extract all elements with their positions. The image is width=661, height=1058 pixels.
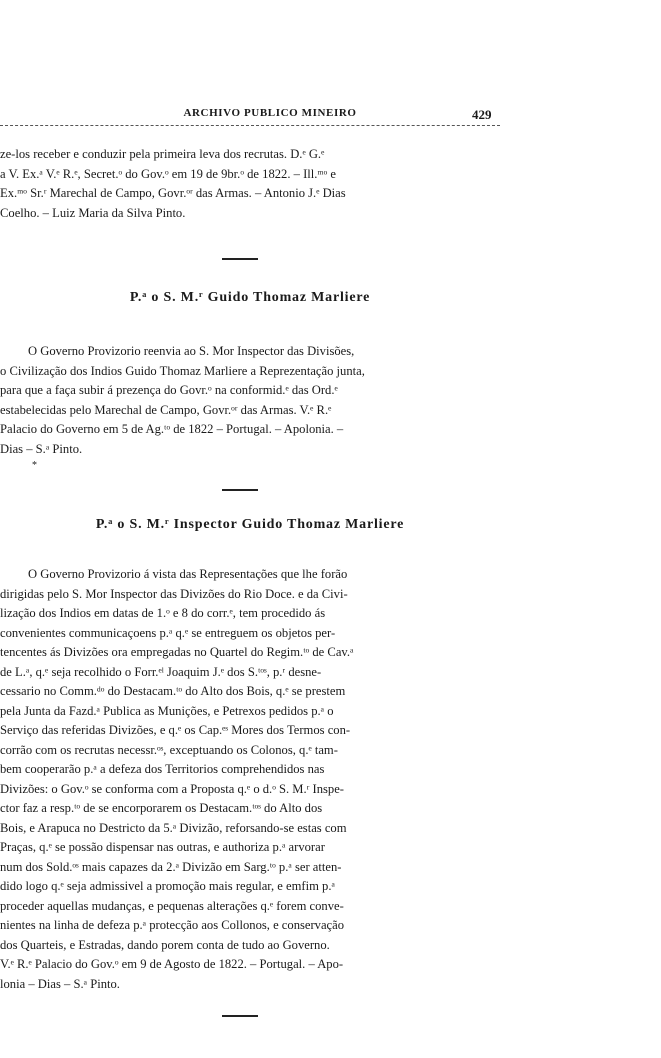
text-line: estabelecidas pelo Marechal de Campo, Govr.ᵒʳ das Armas. V.ᵉ R.ᵉ [0,402,332,417]
section-paragraph [0,342,497,459]
text-line: Serviço das referidas Divizões, e q.ᵉ os Cap.ᵉˢ Mores dos Termos con- [0,723,351,737]
text-line: bem cooperarão p.ᵃ a defeza dos Territorios comprehendidos nas [0,762,325,776]
text-line: dido logo q.ᵉ seja admissivel a promoção mais regular, e emfim p.ᵃ [0,879,335,893]
text-line: o Civilização dos Indios Guido Thomaz Marliere a Reprezentação junta, [0,363,365,378]
text-line: lização dos Indios em datas de 1.ᵒ e 8 do corr.ᵉ, tem procedido ás [0,606,326,620]
running-title: ARCHIVO PUBLICO MINEIRO [183,107,357,119]
text-line: Dias – S.ᵃ Pinto. [0,441,83,456]
text-line: nientes na linha de defeza p.ᵃ protecção aos Collonos, e conservação [0,918,345,932]
text-line: tencentes ás Divizões ora empregadas no Quartel do Regim.ᵗᵒ de Cav.ᵃ [0,645,354,659]
section-paragraph [0,565,497,994]
text-line: Coelho. – Luiz Maria da Silva Pinto. [0,205,186,220]
running-head [0,107,661,131]
text-line: num dos Sold.ᵒˢ mais capazes da 2.ᵃ Divizão em Sarg.ᵗᵒ p.ᵃ ser atten- [0,859,342,874]
text-line: pela Junta da Fazd.ᵃ Publica as Munições, e Petrexos pedidos p.ᵃ o [0,703,334,718]
text-line: ze-los receber e conduzir pela primeira leva dos recrutas. D.ᵉ G.ᵉ [0,147,325,161]
text-line: corrão com os recrutas necessr.ᵒˢ, exceptuando os Colonos, q.ᵉ tam- [0,742,338,757]
text-line: cessario no Comm.ᵈᵒ do Destacam.ᵗᵒ do Alto dos Bois, q.ᵉ se prestem [0,684,346,698]
page-number: 429 [472,107,492,122]
text-line: dirigidas pelo S. Mor Inspector das Divizões do Rio Doce. e da Civi- [0,586,348,601]
text-line: O Governo Provizorio reenvia ao S. Mor Inspector das Divisões, [28,344,355,358]
text-line: proceder aquellas mudanças, e pequenas alterações q.ᵉ forem conve- [0,898,344,913]
text-line: de L.ᵃ, q.ᵉ seja recolhido o Forr.ᵉˡ Joaquim J.ᵉ dos S.ᵗᵒˢ, p.ʳ desne- [0,664,322,679]
text-line: Divizões: o Gov.ᵒ se conforma com a Proposta q.ᵉ o d.ᵒ S. M.ʳ Inspe- [0,781,344,796]
text-line: lonia – Dias – S.ᵃ Pinto. [0,976,120,991]
text-line: Ex.ᵐᵒ Sr.ʳ Marechal de Campo, Govr.ᵒʳ das Armas. – Antonio J.ᵉ Dias [0,186,346,200]
text-line: dos Quarteis, e Estradas, dando porem conta de tudo ao Governo. [0,937,330,952]
section-divider [222,489,258,491]
text-line: Palacio do Governo em 5 de Ag.ᵗᵒ de 1822 – Portugal. – Apolonia. – [0,422,344,436]
section-heading: P.ᵃ o S. M.ʳ Guido Thomaz Marliere [129,290,371,305]
section-heading: P.ᵃ o S. M.ʳ Inspector Guido Thomaz Marliere [95,517,405,532]
text-line: O Governo Provizorio á vista das Representações que lhe forão [28,567,348,581]
text-line: V.ᵉ R.ᵉ Palacio do Gov.ᵒ em 9 de Agosto de 1822. – Portugal. – Apo- [0,957,344,971]
text-line: ctor faz a resp.ᵗᵒ de se encorporarem os Destacam.ᵗᵒˢ do Alto dos [0,801,323,815]
header-rule [0,125,500,126]
continuation-paragraph [0,145,497,223]
text-line: convenientes communicaçoens p.ᵃ q.ᵉ se entreguem os objetos per- [0,625,336,640]
text-line: Praças, q.ᵉ se possão dispensar nas outras, e authoriza p.ᵃ arvorar [0,840,325,854]
text-line: a V. Ex.ᵃ V.ᵉ R.ᵉ, Secret.ᵒ do Gov.ᵒ em 19 de 9br.ᵒ de 1822. – Ill.ᵐᵒ e [0,166,336,181]
ink-mark: * [32,460,37,471]
section-divider [222,1015,258,1017]
text-line: Bois, e Arapuca no Destricto da 5.ᵃ Divizão, reforsando-se estas com [0,820,347,835]
section-divider [222,258,258,260]
text-line: para que a faça subir á prezença do Govr.ᵒ na conformid.ᵉ das Ord.ᵉ [0,383,338,397]
